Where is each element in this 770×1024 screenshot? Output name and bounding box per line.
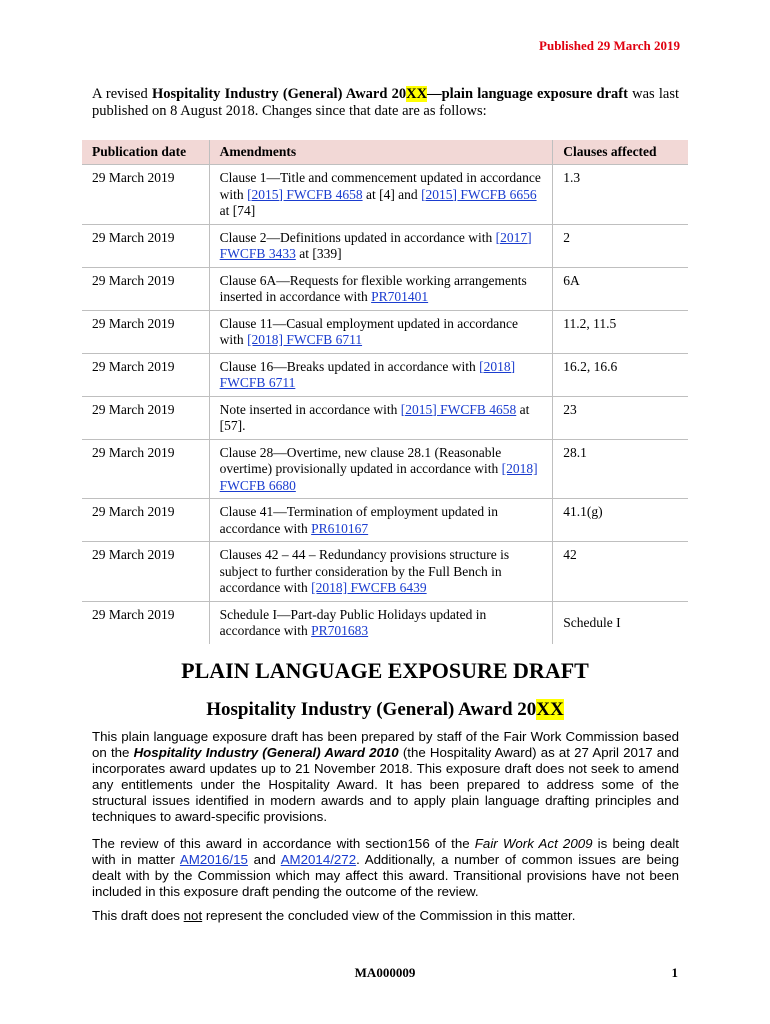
header-clauses-affected: Clauses affected [553,140,688,165]
amendment-text: Clauses 42 – 44 – Redundancy provisions structure is subject to further consideration by the Full Bench in accordance with [219,547,510,595]
row-amendment [209,542,553,602]
subtitle-placeholder-highlight: XX [536,699,564,720]
main-title: PLAIN LANGUAGE EXPOSURE DRAFT [181,658,589,683]
row-amendment [209,396,553,439]
amendment-text: Clause 2—Definitions updated in accordance with [219,229,496,245]
row-publication-date: 29 March 2019 [82,499,209,542]
row-clauses-affected: 23 [553,396,688,439]
document-code: MA000009 [354,965,416,980]
table-row [82,353,688,396]
header-amendments: Amendments [209,140,553,165]
row-clauses-affected: 28.1 [553,439,688,499]
row-clauses-affected: 6A [553,267,688,310]
header-publication-date: Publication date [82,140,209,165]
paragraph-disclaimer: This draft does not represent the concluded view of the Commission in this matter. [92,908,576,923]
table-row [82,439,688,499]
amendment-text: Clause 11—Casual employment updated in accordance with [219,315,518,347]
link-am2016-15[interactable]: AM2016/15 [179,852,248,867]
row-amendment [209,267,553,310]
amendment-link[interactable]: [2018] FWCFB 6439 [311,580,427,595]
amendment-text: Clause 6A—Requests for flexible working arrangements inserted in accordance with [219,272,527,304]
amendment-link[interactable]: [2015] FWCFB 6656 [421,186,537,202]
emphasis-not: not [183,908,203,923]
row-publication-date: 29 March 2019 [82,542,209,602]
intro-paragraph [92,86,679,120]
intro-rest: was last published on 8 August 2018. Changes since that date are as follows: [92,86,680,119]
amendment-text: at [4] and [362,186,422,202]
amendments-table-body [82,165,688,644]
amendment-text: Clause 41—Termination of employment updated in accordance with [219,504,499,536]
table-header-row [82,140,688,165]
amendment-link[interactable]: [2015] FWCFB 4658 [400,401,517,417]
table-row [82,224,688,267]
table-row [82,396,688,439]
row-amendment [209,165,553,225]
table-row [82,310,688,353]
intro-award-title: Hospitality Industry (General) Award 20XX—plain language exposure draft [151,86,628,102]
row-publication-date: 29 March 2019 [82,439,209,499]
table-row [82,542,688,602]
intro-lead: A revised [92,86,152,102]
row-publication-date: 29 March 2019 [82,396,209,439]
row-clauses-affected: 42 [553,542,688,602]
amendment-link[interactable]: PR701401 [371,289,429,304]
row-publication-date: 29 March 2019 [82,224,209,267]
row-publication-date: 29 March 2019 [82,165,209,225]
table-row [82,165,688,225]
award-2010-title: Hospitality Industry (General) Award 2010 [133,745,399,760]
table-row [82,499,688,542]
row-clauses-affected: 41.1(g) [553,499,688,542]
amendment-text: Clause 1—Title and commencement updated in accordance with [219,170,541,202]
amendment-link[interactable]: PR610167 [311,520,369,536]
row-publication-date: 29 March 2019 [82,267,209,310]
amendment-link[interactable]: [2017] FWCFB 3433 [219,229,532,261]
link-am2014-272[interactable]: AM2014/272 [280,852,357,867]
amendments-table [82,140,688,644]
paragraph-review: The review of this award in accordance with section156 of the Fair Work Act 2009 is being dealt with in matter AM2016/15 and AM2014/272. Additionally, a number of common issues are being dealt with by the Commission which may affect this award. Transitional provisions have not been included in this exposure draft pending the outcome of the review. [92,836,679,899]
amendment-link[interactable]: [2018] FWCFB 6711 [247,332,363,347]
title-placeholder-highlight: XX [406,86,428,102]
row-amendment [209,499,553,542]
amendment-text: Clause 28—Overtime, new clause 28.1 (Reasonable overtime) provisionally updated in accordance with [219,444,502,476]
act-title: Fair Work Act 2009 [474,836,593,851]
row-amendment [209,353,553,396]
row-amendment [209,310,553,353]
amendment-text: at [74] [219,203,256,218]
published-date: Published 29 March 2019 [539,38,680,53]
amendment-text: Note inserted in accordance with [219,401,401,417]
amendment-text: at [57]. [219,401,530,433]
amendment-text: Clause 16—Breaks updated in accordance with [219,358,480,374]
row-publication-date: 29 March 2019 [82,601,209,644]
table-row [82,601,688,644]
amendment-link[interactable]: [2018] FWCFB 6680 [219,461,538,493]
amendment-link[interactable]: [2015] FWCFB 4658 [247,186,363,202]
row-clauses-affected: 16.2, 16.6 [553,353,688,396]
row-publication-date: 29 March 2019 [82,353,209,396]
row-publication-date: 29 March 2019 [82,310,209,353]
amendment-link[interactable]: [2018] FWCFB 6711 [219,358,516,390]
amendment-text: Schedule I—Part-day Public Holidays updated in accordance with [219,606,487,638]
amendment-text: at [339] [295,246,342,261]
row-clauses-affected: Schedule I [553,601,688,644]
amendment-link[interactable]: PR701683 [311,623,369,638]
table-row [82,267,688,310]
row-amendment [209,224,553,267]
row-amendment [209,439,553,499]
row-clauses-affected: 2 [553,224,688,267]
page-number: 1 [671,965,678,980]
row-clauses-affected: 11.2, 11.5 [553,310,688,353]
row-amendment [209,601,553,644]
paragraph-preparation: This plain language exposure draft has been prepared by staff of the Fair Work Commission based on the Hospitality Industry (General) Award 2010 (the Hospitality Award) as at 27 April 2017 and incorporates award updates up to 21 November 2018. This exposure draft does not seek to amend any entitlements under the Hospitality Award. It has been prepared to address some of the structural issues identified in modern awards and to apply plain language drafting principles and techniques to award-specific provisions. [92,729,679,824]
subtitle: Hospitality Industry (General) Award 20XX [206,699,564,720]
row-clauses-affected: 1.3 [553,165,688,225]
